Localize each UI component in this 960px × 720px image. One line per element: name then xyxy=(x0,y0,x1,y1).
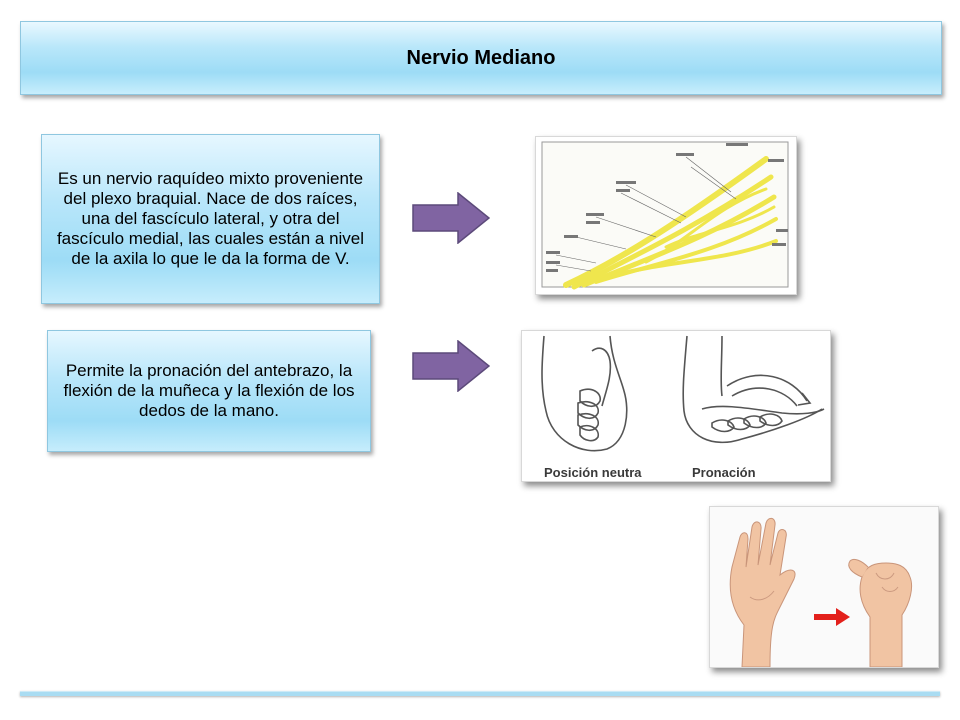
description-text: Es un nervio raquídeo mixto proveniente del plexo braquial. Nace de dos raíces, una del fascículo lateral, y otra del fascículo medial, las cuales están a nivel de la axila lo que le da la forma de V. xyxy=(56,169,365,268)
brachial-plexus-image xyxy=(535,136,797,295)
footer-divider xyxy=(20,691,940,696)
caption-neutral: Posición neutra xyxy=(544,465,642,480)
caption-pronation: Pronación xyxy=(692,465,756,480)
wrist-flexion-image xyxy=(709,506,939,668)
right-arrow-icon xyxy=(412,192,490,244)
function-box xyxy=(47,330,371,452)
right-arrow-icon xyxy=(412,340,490,392)
description-box xyxy=(41,134,380,304)
pronation-image xyxy=(521,330,831,482)
title-bar xyxy=(20,21,942,95)
slide-title: Nervio Mediano xyxy=(406,46,556,69)
function-text: Permite la pronación del antebrazo, la flexión de la muñeca y la flexión de los dedos de la mano. xyxy=(63,361,355,420)
